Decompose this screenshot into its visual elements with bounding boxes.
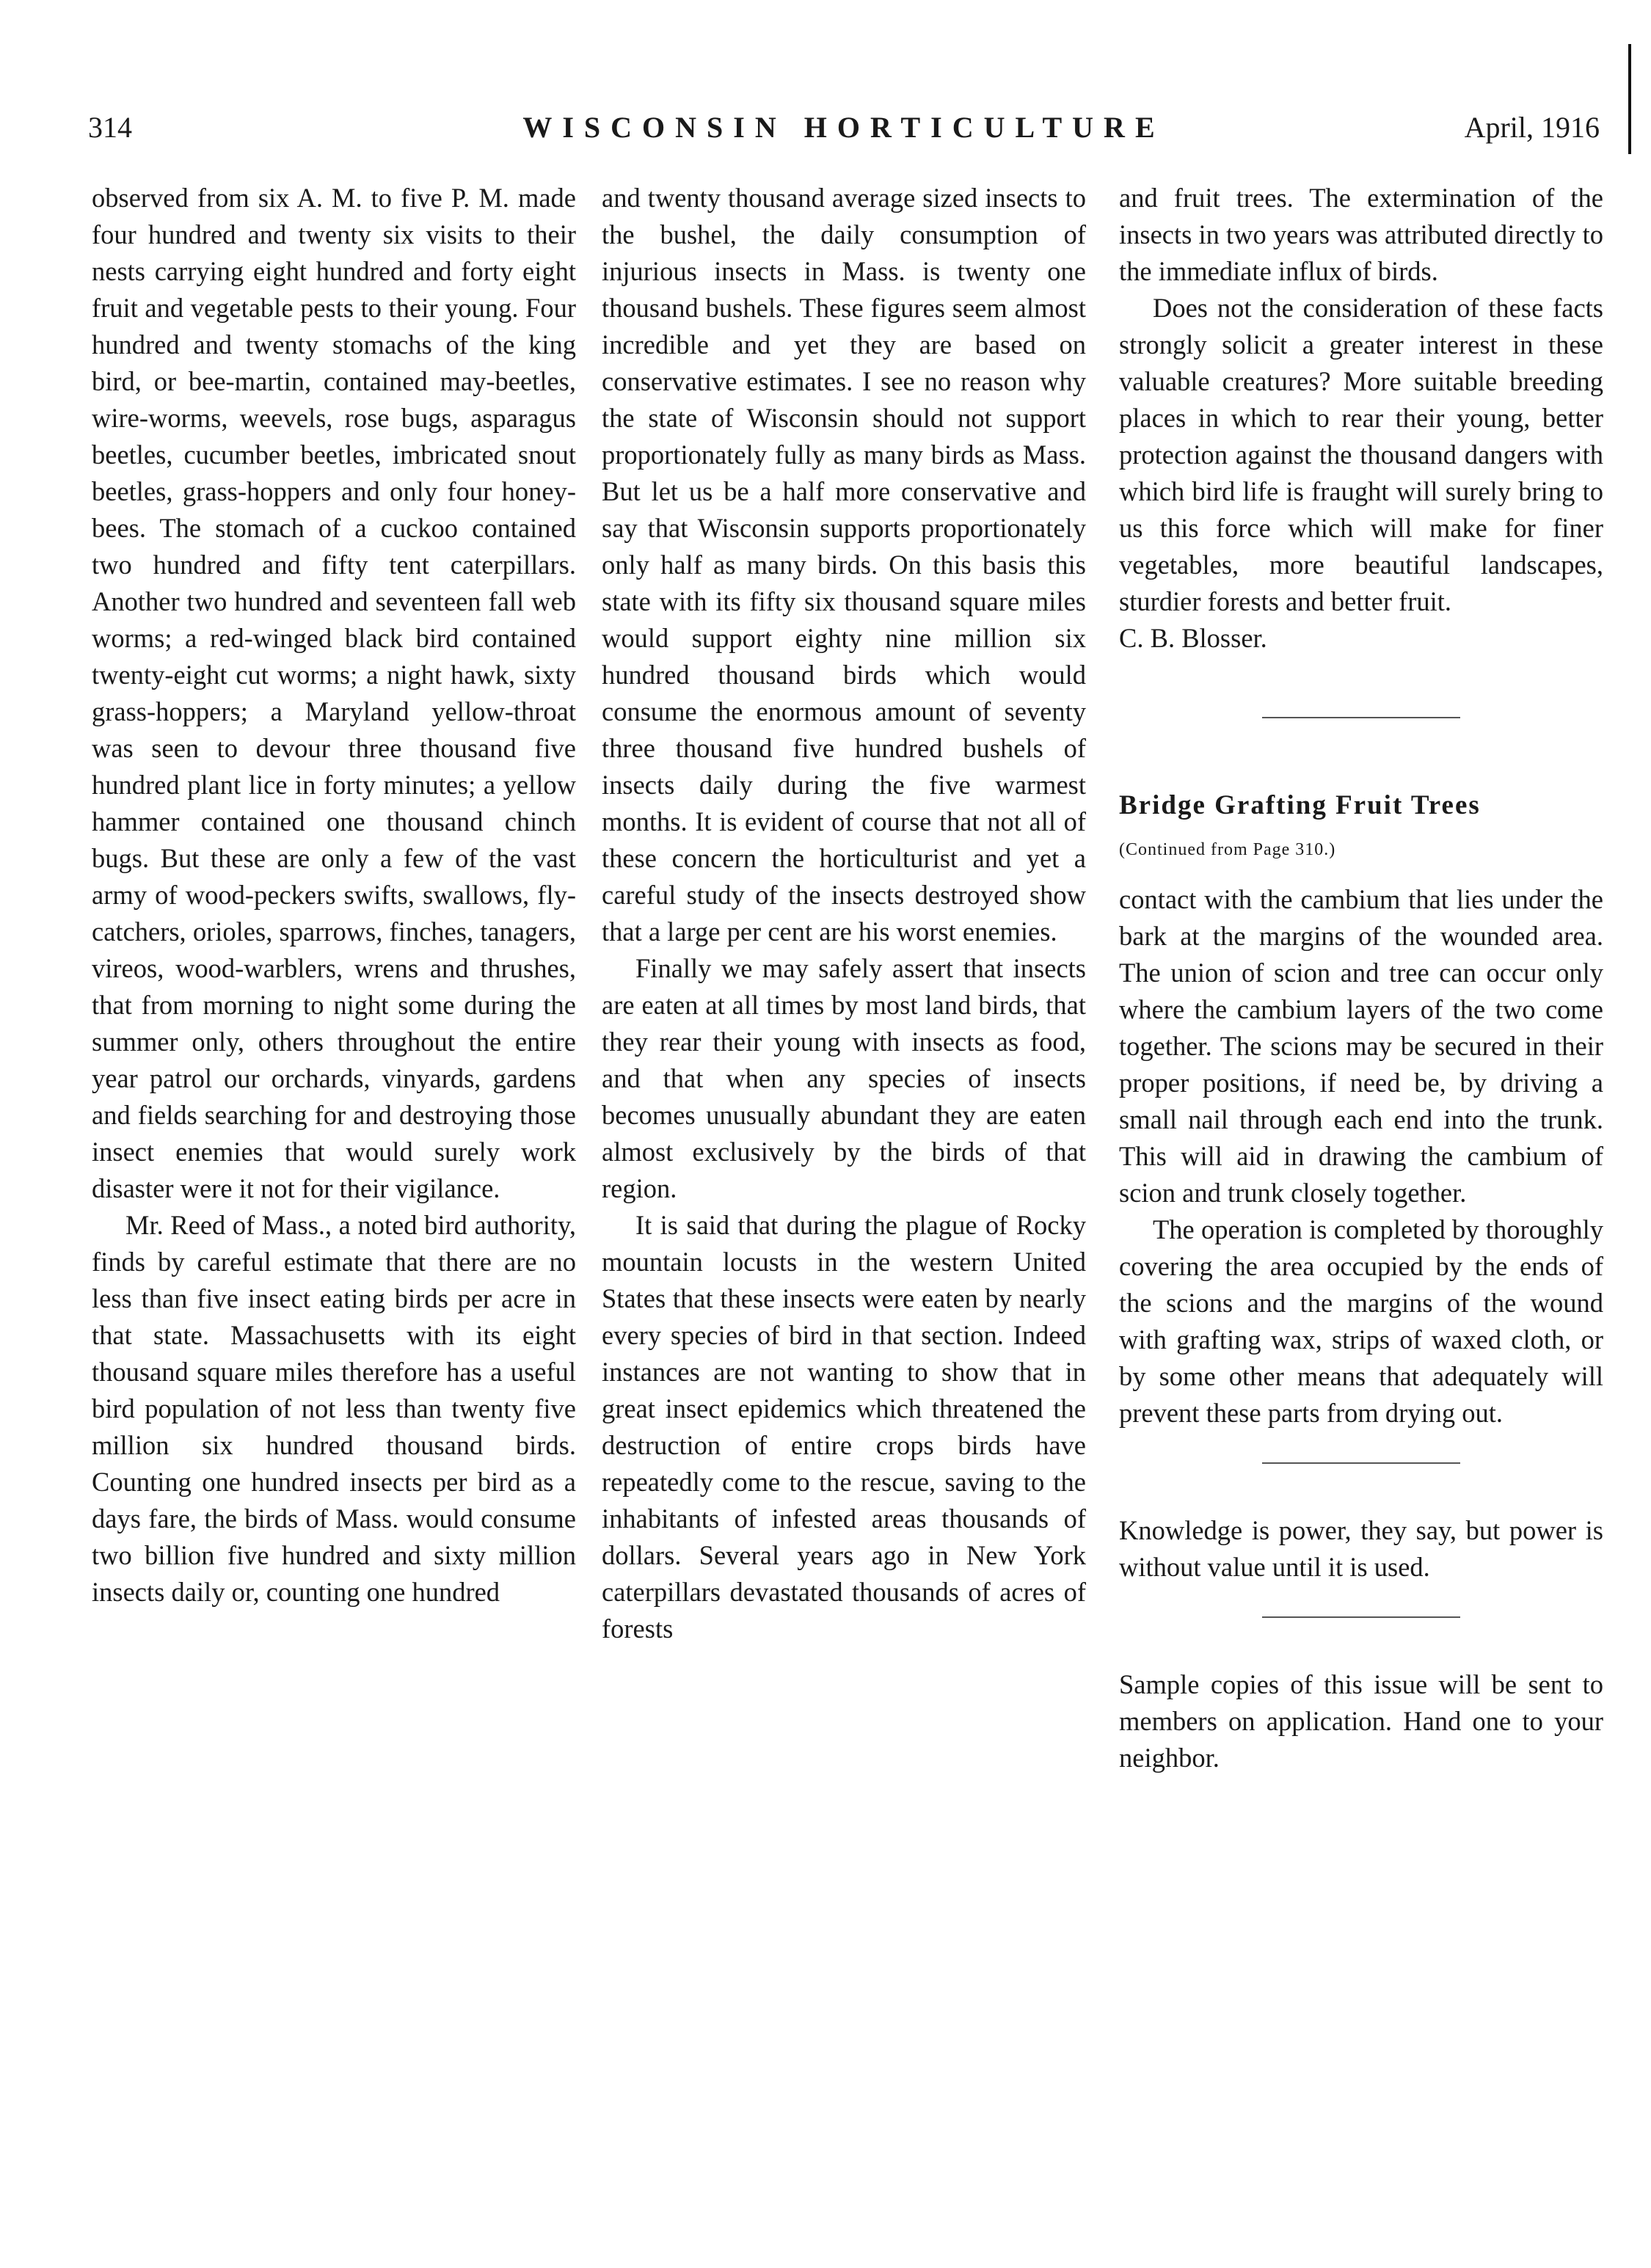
column-left xyxy=(92,180,576,1611)
journal-title: WISCONSIN HORTICULTURE xyxy=(522,111,1165,144)
continued-note: (Continued from Page 310.) xyxy=(1119,840,1336,859)
paragraph: The operation is completed by thoroughly covering the area occupied by the ends of the scions and the margins of the wound with grafting wax, strips of waxed cloth, or by some other means that adequately will prevent these parts from drying out. xyxy=(1119,1214,1603,1428)
paragraph: observed from six A. M. to five P. M. made four hundred and twenty six visits to their nests carrying eight hundred and forty eight fruit and vegetable pests to their young. Four hundred and twenty stomachs of the king bird, or bee-martin, contained may-beetles, wire-worms, weevels, rose bugs, asparagus beetles, cucumber beetles, imbricated snout beetles, grass-hoppers and only four honey-bees. The stomach of a cuckoo contained two hundred and fifty tent caterpillars. Another two hundred and seventeen fall web worms; a red-winged black bird contained twenty-eight cut worms; a night hawk, sixty grass-hoppers; a Maryland yellow-throat was seen to devour three thousand five hundred plant lice in forty minutes; a yellow hammer contained one thousand chinch bugs. But these are only a few of the vast army of wood-peckers swifts, swallows, fly-catchers, orioles, sparrows, finches, tanagers, vireos, wood-warblers, wrens and thrushes, that from morning to night some during the summer only, others throughout the entire year patrol our orchards, vinyards, gardens and fields searching for and destroying those insect enemies that would surely work disaster were it not for their vigilance. xyxy=(92,183,576,1203)
page-edge-rule xyxy=(1628,44,1631,154)
paragraph: It is said that during the plague of Rocky mountain locusts in the western United States that these insects were eaten by nearly every species of bird in that section. Indeed instances are not wanting to show that in great insect epidemics which threatened the destruction of entire crops birds have repeatedly come to the rescue, saving to the inhabitants of infested areas thousands of dollars. Several years ago in New York caterpillars devastated thousands of acres of forests xyxy=(602,1210,1086,1644)
section-divider xyxy=(1262,717,1460,718)
section-divider xyxy=(1262,1462,1460,1464)
paragraph: and twenty thousand average sized insects to the bushel, the daily consumption of injurious insects in Mass. is twenty one thousand bushels. These figures seem almost incredible and yet they are based on conservative estimates. I see no reason why the state of Wisconsin should not support proportionately fully as many birds as Mass. But let us be a half more conservative and say that Wisconsin supports proportionately only half as many birds. On this basis this state with its fifty six thousand square miles would support eighty nine million six hundred thousand birds which would consume the enormous amount of seventy three thousand five hundred bushels of insects daily during the five warmest months. It is evident of course that not all of these concern the horticulturist and yet a careful study of the insects destroyed show that a large per cent are his worst enemies. xyxy=(602,183,1086,947)
page-number: 314 xyxy=(88,111,132,144)
issue-date: April, 1916 xyxy=(1464,111,1600,144)
paragraph: and fruit trees. The extermination of the insects in two years was attributed directly to the immediate influx of birds. xyxy=(1119,183,1603,286)
knowledge-note: Knowledge is power, they say, but power is without value until it is used. xyxy=(1119,1515,1603,1582)
article-title: Bridge Grafting Fruit Trees xyxy=(1119,790,1481,820)
author-signature: C. B. Blosser. xyxy=(1119,623,1267,653)
sample-copies-note: Sample copies of this issue will be sent to members on application. Hand one to your neighbor. xyxy=(1119,1669,1603,1773)
paragraph: Does not the consideration of these facts strongly solicit a greater interest in these valuable creatures? More suitable breeding places in which to rear their young, better protection against the thousand dangers with which bird life is fraught will surely bring to us this force which will make for finer vegetables, more beautiful landscapes, sturdier forests and better fruit. xyxy=(1119,293,1603,616)
paragraph: Finally we may safely assert that insects are eaten at all times by most land birds, that they rear their young with insects as food, and that when any species of insects becomes unusually abundant they are eaten almost exclusively by the birds of that region. xyxy=(602,953,1086,1203)
page-header xyxy=(88,110,1600,154)
column-right xyxy=(1119,180,1603,1776)
column-middle xyxy=(602,180,1086,1647)
paragraph: contact with the cambium that lies under the bark at the margins of the wounded area. The union of scion and tree can occur only where the cambium layers of the two come together. The scions may be secured in their proper positions, if need be, by driving a small nail through each end into the trunk. This will aid in drawing the cambium of scion and trunk closely together. xyxy=(1119,884,1603,1208)
paragraph: Mr. Reed of Mass., a noted bird authority, finds by careful estimate that there are no less than five insect eating birds per acre in that state. Massachusetts with its eight thousand square miles therefore has a useful bird population of not less than twenty five million six hundred thousand birds. Counting one hundred insects per bird as a days fare, the birds of Mass. would consume two billion five hundred and sixty million insects daily or, counting one hundred xyxy=(92,1210,576,1607)
section-divider xyxy=(1262,1616,1460,1618)
